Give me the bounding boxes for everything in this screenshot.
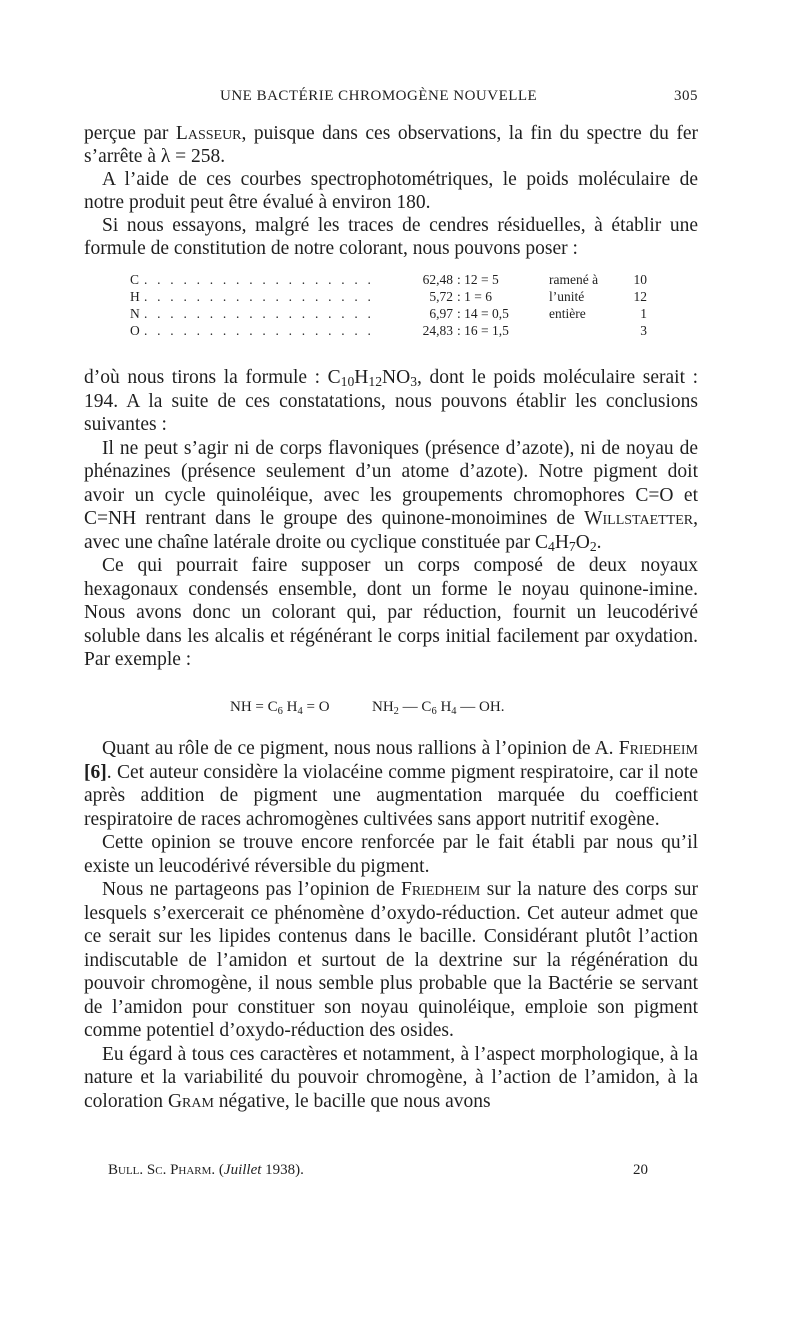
note-cell: entière bbox=[549, 306, 586, 321]
paragraph: Si nous essayons, malgré les traces de cendres résiduelles, à établir une formule de constitution de notre colorant, nous pouvons poser : bbox=[84, 215, 698, 259]
text-block-middle bbox=[84, 366, 698, 672]
ratio-cell: : 14 = 0,5 bbox=[457, 306, 509, 321]
subscript: 4 bbox=[548, 538, 555, 554]
text-run: — OH. bbox=[456, 699, 505, 715]
subscript: 4 bbox=[297, 706, 303, 717]
text-run: NH = C bbox=[230, 699, 278, 715]
count-cell: 12 bbox=[633, 289, 647, 304]
ratio-cell: : 16 = 1,5 bbox=[457, 323, 509, 338]
count-cell: 3 bbox=[640, 323, 647, 338]
formula-oxidized bbox=[230, 699, 330, 716]
element-cell: H bbox=[130, 289, 140, 304]
text-run: 1938). bbox=[261, 1162, 304, 1178]
element-cell: C bbox=[130, 272, 140, 287]
percent-cell: 5,72 bbox=[429, 289, 453, 304]
paragraph bbox=[84, 366, 698, 437]
subscript: 12 bbox=[368, 374, 383, 389]
paragraph bbox=[84, 1043, 698, 1114]
text-run: H bbox=[354, 367, 369, 388]
text-block-bottom bbox=[84, 737, 698, 1113]
note-cell: l’unité bbox=[549, 289, 585, 304]
text-run: , avec une chaîne latérale droite ou cyclique constituée par C bbox=[84, 508, 698, 553]
running-title: UNE BACTÉRIE CHROMOGÈNE NOUVELLE bbox=[220, 88, 538, 104]
text-run: Juillet bbox=[223, 1162, 262, 1178]
paragraph bbox=[84, 437, 698, 555]
note-cell bbox=[549, 322, 623, 339]
text-run: . Cet auteur considère la violacéine comme pigment respiratoire, car il note après addition de pigment une augmentation marquée du coefficient respiratoire de races achromogènes cultivées sans apport nutritif exogène. bbox=[84, 761, 698, 830]
author-name-willstaetter: Willstaetter bbox=[584, 508, 694, 529]
text-run: H bbox=[436, 699, 452, 715]
elemental-composition-table bbox=[130, 271, 647, 339]
ratio-cell: : 12 = 5 bbox=[457, 272, 499, 287]
subscript: 2 bbox=[393, 706, 399, 717]
text-run: Il ne peut s’agir ni de corps flavoniques (présence d’azote), ni de noyau de phénazines (présence seulement d’un atome d’azote). Notre pigment doit avoir un cycle quinoléique, avec les groupements chromophores C=O et C=NH rentrant dans le groupe des quinone-monoimines de bbox=[84, 437, 698, 529]
ratio-cell: : 1 = 6 bbox=[457, 289, 492, 304]
reference-number: [6] bbox=[84, 761, 107, 783]
subscript: 3 bbox=[410, 374, 418, 389]
paragraph: Ce qui pourrait faire supposer un corps composé de deux noyaux hexagonaux condensés ensemble, dont un forme le noyau quinone-imine. Nous avons donc un colorant qui, par réduction, fournit un leucodérivé soluble dans les alcalis et régénérant le corps initial facilement par oxydation. Par exemple : bbox=[84, 555, 698, 670]
text-run: H bbox=[282, 699, 298, 715]
text-run: NO bbox=[382, 367, 411, 388]
author-name-friedheim: Friedheim bbox=[618, 738, 698, 759]
count-cell: 10 bbox=[633, 272, 647, 287]
leader-dots: . . . . . . . . . . . . . . . . . . bbox=[144, 289, 375, 304]
percent-cell: 6,97 bbox=[429, 306, 453, 321]
text-run: . bbox=[596, 531, 602, 553]
paragraph: A l’aide de ces courbes spectrophotométriques, le poids moléculaire de notre produit peut être évalué à environ 180. bbox=[84, 169, 698, 213]
paragraph bbox=[84, 878, 698, 1043]
text-run: négative, le bacille que nous avons bbox=[213, 1090, 491, 1112]
subscript: 6 bbox=[277, 706, 283, 717]
text-run: Bull. Sc. Pharm. ( bbox=[108, 1162, 224, 1178]
subscript: 10 bbox=[340, 374, 355, 389]
table-row bbox=[130, 288, 647, 305]
paragraph bbox=[84, 737, 698, 831]
paragraph bbox=[84, 122, 698, 168]
formula-reduced bbox=[372, 699, 504, 716]
text-run: — C bbox=[398, 699, 432, 715]
subscript: 6 bbox=[431, 706, 437, 717]
text-run: Quant au rôle de ce pigment, nous nous rallions à l’opinion de A. bbox=[102, 738, 619, 759]
table-row bbox=[130, 271, 647, 288]
text-run: perçue par bbox=[84, 123, 176, 144]
subscript: 4 bbox=[451, 706, 457, 717]
paragraph: Cette opinion se trouve encore renforcée par le fait établi par nous qu’il existe un leucodérivé réversible du pigment. bbox=[84, 832, 698, 877]
author-name-lasseur: Lasseur bbox=[175, 123, 242, 144]
leader-dots: . . . . . . . . . . . . . . . . . . bbox=[144, 306, 375, 321]
element-cell: N bbox=[130, 306, 140, 321]
table-row bbox=[130, 305, 647, 322]
text-run: NH bbox=[372, 699, 394, 715]
table-row bbox=[130, 322, 647, 339]
subscript: 2 bbox=[589, 538, 597, 554]
text-run: O bbox=[575, 531, 590, 553]
percent-cell: 62,48 bbox=[422, 272, 453, 287]
element-cell: O bbox=[130, 323, 140, 338]
text-run: sur la nature des corps sur lesquels s’exercerait ce phénomène d’oxydo-réduction. Cet auteur admet que ce serait sur les lipides contenus dans le bacille. Considérant plutôt l’action indiscutable de l’amidon et surtout de la dextrine sur la régénération du pouvoir chromogène, il nous semble plus probable que la Bactérie se servant de l’amidon pour constituer son noyau quinoléique, emploie son pigment comme potentiel d’oxydo-réduction des osides. bbox=[84, 879, 698, 1041]
journal-citation bbox=[108, 1162, 304, 1179]
percent-cell: 24,83 bbox=[422, 323, 453, 338]
leader-dots: . . . . . . . . . . . . . . . . . . bbox=[144, 323, 375, 338]
note-cell: ramené à bbox=[549, 272, 599, 287]
author-name-friedheim: Friedheim bbox=[400, 879, 481, 900]
text-run: , dont le poids moléculaire serait : 194. A la suite de ces constatations, nous pouvons établir les conclusions suivantes : bbox=[84, 367, 698, 435]
text-run: H bbox=[554, 531, 569, 553]
subscript: 7 bbox=[568, 538, 576, 554]
text-run: Eu égard à tous ces caractères et notamment, à l’aspect morphologique, à la nature et la variabilité du pouvoir chromogène, à l’action de l’amidon, à la coloration bbox=[84, 1043, 698, 1112]
author-name-gram: Gram bbox=[167, 1090, 214, 1112]
leader-dots: . . . . . . . . . . . . . . . . . . bbox=[144, 272, 375, 287]
text-run: d’où nous tirons la formule : C bbox=[84, 367, 341, 388]
text-block-top bbox=[84, 122, 698, 260]
text-run: Nous ne partageons pas l’opinion de bbox=[102, 879, 401, 900]
signature-mark: 20 bbox=[633, 1162, 648, 1178]
page-number: 305 bbox=[674, 88, 698, 104]
count-cell: 1 bbox=[640, 306, 647, 321]
text-run: , puisque dans ces observations, la fin du spectre du fer s’arrête à λ = 258. bbox=[84, 123, 699, 167]
text-run: = O bbox=[302, 699, 330, 715]
